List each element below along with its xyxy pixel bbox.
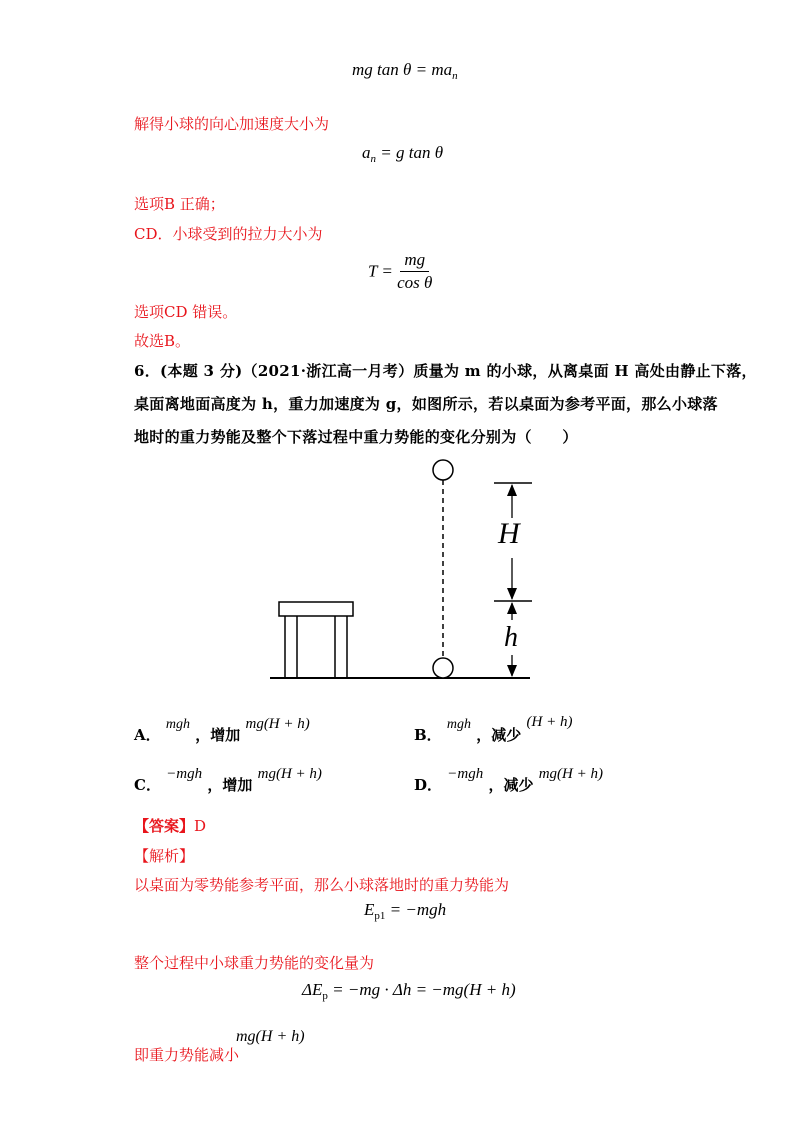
option-math: −mgh: [166, 766, 203, 782]
question-line-3: 地时的重力势能及整个下落过程中重力势能的变化分别为（ ）: [134, 428, 578, 446]
equation-text: mg tan θ = ma: [352, 60, 453, 79]
question-line-2: 桌面离地面高度为 h，重力加速度为 g，如图所示，若以桌面为参考平面，那么小球落: [134, 395, 718, 413]
table-top: [279, 602, 353, 616]
label-H: H: [498, 517, 520, 550]
falling-ball-diagram: [0, 450, 800, 710]
fraction: [397, 250, 432, 293]
answer-value: D: [194, 817, 207, 835]
option-math: mgh: [446, 717, 472, 732]
option-letter: C．: [134, 776, 161, 794]
equation-right: = g tan θ: [376, 143, 444, 162]
analysis-tag: 【解析】: [134, 847, 195, 865]
ball-initial: [433, 460, 453, 480]
analysis-line-1: 以桌面为零势能参考平面，那么小球落地时的重力势能为: [134, 876, 510, 894]
option-math: mg(H + h): [538, 766, 603, 782]
option-math: −mgh: [447, 766, 484, 782]
equation-subscript: p: [322, 990, 328, 1002]
option-math: mg(H + h): [245, 716, 310, 732]
equation-subscript: p1: [374, 910, 386, 922]
equation-left: E: [364, 900, 375, 919]
answer-line: [134, 815, 206, 836]
fraction-denominator: cos θ: [397, 273, 433, 292]
equation-decrease-amount: mg(H + h): [236, 1028, 305, 1045]
option-word: ，减少: [476, 726, 522, 744]
equation-energy-change: [302, 980, 516, 1002]
equation-left: T =: [368, 261, 393, 281]
option-letter: D．: [414, 776, 443, 794]
option-word: ，增加: [195, 726, 241, 744]
equation-centripetal-force: [352, 60, 458, 82]
option-word: ，减少: [488, 776, 534, 794]
ball-final: [433, 658, 453, 678]
analysis-line-2: 整个过程中小球重力势能的变化量为: [134, 954, 375, 972]
question-line-1: 6．(本题 3 分)（2021·浙江高一月考）质量为 m 的小球，从离桌面 H 高处由静止下落，: [134, 362, 757, 380]
label-h: h: [504, 622, 518, 653]
option-d[interactable]: [414, 764, 603, 794]
solution-line-b-correct: 选项B 正确；: [134, 195, 225, 213]
h-arrowhead-down: [507, 665, 517, 677]
h-arrowhead-up: [507, 602, 517, 614]
solution-line-cd-wrong: 选项CD 错误。: [134, 303, 238, 321]
option-math: (H + h): [526, 714, 573, 730]
equation-subscript: n: [370, 153, 376, 165]
option-math: mg(H + h): [257, 766, 322, 782]
option-word: ，增加: [207, 776, 253, 794]
equation-right: = −mg · Δh = −mg(H + h): [327, 980, 516, 999]
option-b[interactable]: [414, 714, 573, 744]
option-a[interactable]: [134, 714, 310, 744]
answer-tag: 【答案】: [134, 817, 195, 835]
fraction-numerator: mg: [400, 250, 429, 272]
solution-line-tension: CD．小球受到的拉力大小为: [134, 225, 323, 243]
solution-line-acceleration: 解得小球的向心加速度大小为: [134, 115, 330, 133]
option-math: mgh: [165, 717, 190, 732]
equation-potential-energy: [364, 900, 446, 922]
option-c[interactable]: [134, 764, 322, 794]
H-arrowhead-down: [507, 588, 517, 600]
equation-left: ΔE: [302, 980, 323, 999]
equation-centripetal-acceleration: [362, 143, 443, 165]
option-letter: A．: [134, 726, 161, 744]
equation-subscript: n: [452, 70, 458, 82]
equation-tension: [368, 250, 432, 293]
equation-left: a: [362, 143, 371, 162]
H-arrowhead-up: [507, 484, 517, 496]
analysis-line-3: 即重力势能减小: [134, 1046, 240, 1064]
solution-line-choose-b: 故选B。: [134, 332, 191, 350]
equation-right: = −mgh: [385, 900, 447, 919]
option-letter: B．: [414, 726, 442, 744]
